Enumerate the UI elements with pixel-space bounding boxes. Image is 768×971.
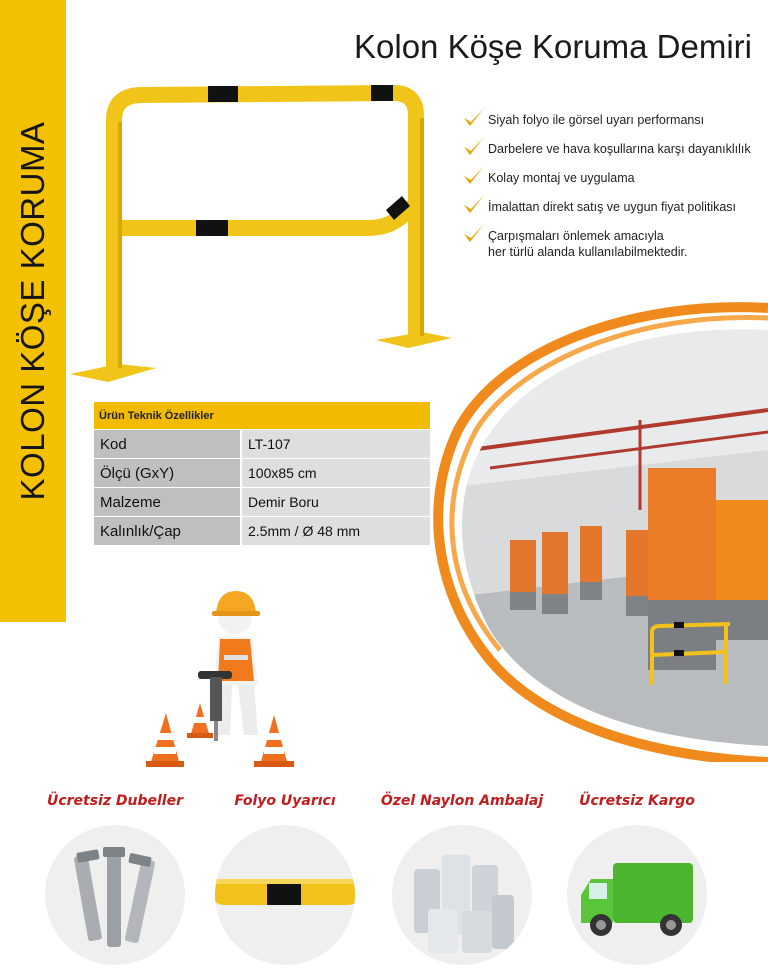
benefit-circle xyxy=(45,825,185,965)
feature-item xyxy=(462,141,768,157)
spec-table-header: Ürün Teknik Özellikler xyxy=(94,402,430,429)
benefit-circle xyxy=(215,825,355,965)
product-image xyxy=(68,78,458,396)
benefit-label: Ücretsiz Kargo xyxy=(579,793,695,809)
check-icon xyxy=(462,222,486,246)
spec-value: 100x85 cm xyxy=(240,459,430,487)
benefit-label: Folyo Uyarıcı xyxy=(234,793,336,809)
spec-key: Malzeme xyxy=(94,488,240,516)
table-row xyxy=(94,516,430,545)
spec-value: Demir Boru xyxy=(240,488,430,516)
worker-illustration xyxy=(140,585,310,770)
delivery-truck-icon xyxy=(567,825,707,965)
benefit-circle xyxy=(392,825,532,965)
feature-text-line2: her türlü alanda kullanılabilmektedir. xyxy=(488,245,688,259)
feature-list xyxy=(462,112,768,273)
benefit-label: Özel Naylon Ambalaj xyxy=(380,793,544,809)
table-row xyxy=(94,487,430,516)
table-row xyxy=(94,429,430,458)
spec-key: Kod xyxy=(94,430,240,458)
feature-item xyxy=(462,199,768,215)
spec-key: Ölçü (GxY) xyxy=(94,459,240,487)
feature-text: Siyah folyo ile görsel uyarı performansı xyxy=(488,113,705,127)
garage-photo xyxy=(430,300,768,762)
check-icon xyxy=(462,106,486,130)
spec-table xyxy=(94,402,430,545)
anchor-bolts-icon xyxy=(45,825,185,965)
feature-text: İmalattan direkt satış ve uygun fiyat politikası xyxy=(488,200,737,214)
feature-item xyxy=(462,228,768,260)
feature-text: Kolay montaj ve uygulama xyxy=(488,171,635,185)
check-icon xyxy=(462,164,486,188)
feature-text: Darbelere ve hava koşullarına karşı dayanıklılık xyxy=(488,142,751,156)
spec-value: LT-107 xyxy=(240,430,430,458)
feature-text: Çarpışmaları önlemek amacıyla xyxy=(488,229,664,243)
feature-item xyxy=(462,170,768,186)
side-title: KOLON KÖŞE KORUMA xyxy=(14,121,51,501)
spec-value: 2.5mm / Ø 48 mm xyxy=(240,517,430,545)
benefit-label: Ücretsiz Dubeller xyxy=(46,793,183,809)
page-title: Kolon Köşe Koruma Demiri xyxy=(354,28,752,65)
check-icon xyxy=(462,135,486,159)
warning-foil-icon xyxy=(215,825,355,965)
nylon-rolls-icon xyxy=(392,825,532,965)
spec-key: Kalınlık/Çap xyxy=(94,517,240,545)
feature-item xyxy=(462,112,768,128)
side-band xyxy=(0,0,66,622)
table-row xyxy=(94,458,430,487)
check-icon xyxy=(462,193,486,217)
benefit-circle xyxy=(567,825,707,965)
